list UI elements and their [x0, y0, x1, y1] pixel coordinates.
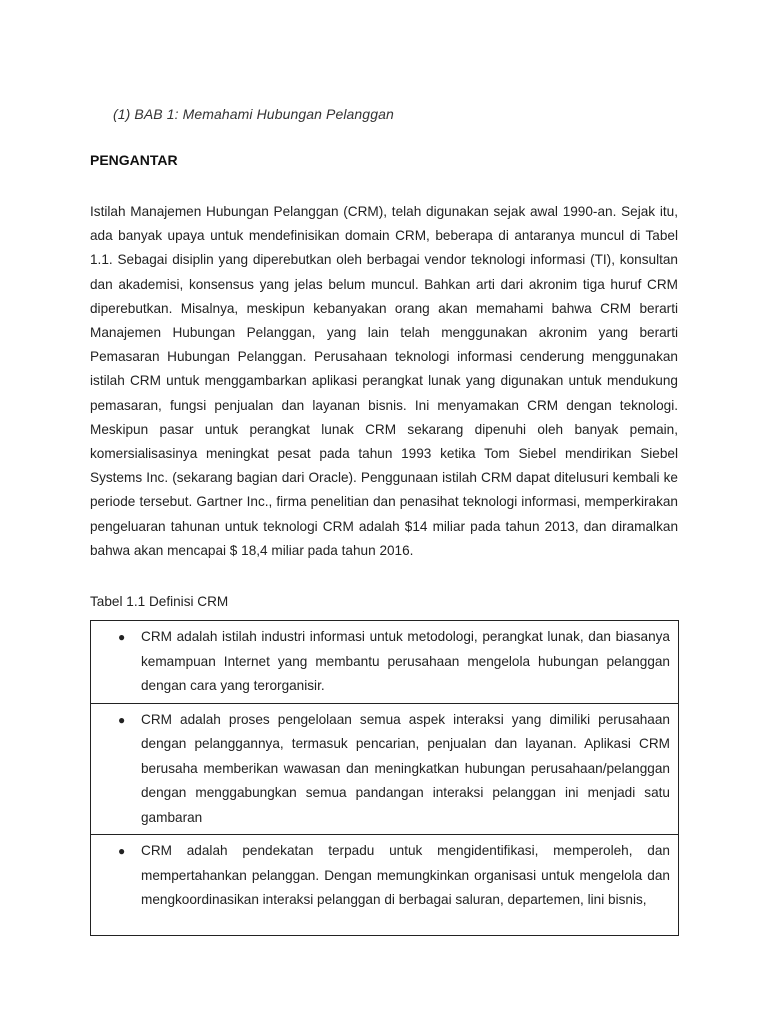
- table-cell: [91, 621, 679, 704]
- bullet-icon: ●: [118, 712, 126, 727]
- table-row: [91, 703, 679, 835]
- section-heading: PENGANTAR: [90, 152, 178, 168]
- bullet-icon: ●: [118, 630, 126, 644]
- table-cell: [91, 703, 679, 835]
- table-cell: [91, 835, 679, 936]
- table-row: [91, 835, 679, 936]
- definition-text: CRM adalah pendekatan terpadu untuk mengidentifikasi, memperoleh, dan mempertahankan pelanggan. Dengan memungkinkan organisasi untuk mengelola dan mengkoordinasikan interaksi pelanggan di berbagai saluran, departemen, lini bisnis,: [141, 843, 670, 907]
- table-row: [91, 621, 679, 704]
- chapter-title: (1) BAB 1: Memahami Hubungan Pelanggan: [113, 106, 394, 122]
- definition-text: CRM adalah proses pengelolaan semua aspek interaksi yang dimiliki perusahaan dengan pelanggannya, termasuk pencarian, penjualan dan layanan. Aplikasi CRM berusaha memberikan wawasan dan meningkatkan hubungan perusahaan/pelanggan dengan menggabungkan semua pandangan interaksi pelanggan ini menjadi satu gambaran: [141, 711, 670, 825]
- bullet-icon: ●: [118, 844, 126, 858]
- table-caption: Tabel 1.1 Definisi CRM: [90, 594, 229, 609]
- definition-table: [90, 620, 679, 936]
- definition-text: CRM adalah istilah industri informasi untuk metodologi, perangkat lunak, dan biasanya kemampuan Internet yang membantu perusahaan mengelola hubungan pelanggan dengan cara yang terorganisir.: [141, 629, 670, 693]
- intro-paragraph: Istilah Manajemen Hubungan Pelanggan (CRM), telah digunakan sejak awal 1990-an. Sejak itu, ada banyak upaya untuk mendefinisikan domain CRM, beberapa di antaranya muncul di Tabel 1.1. Sebagai disiplin yang diperebutkan oleh berbagai vendor teknologi informasi (TI), konsultan dan akademisi, konsensus yang jelas belum muncul. Bahkan arti dari akronim tiga huruf CRM diperebutkan. Misalnya, meskipun kebanyakan orang akan memahami bahwa CRM berarti Manajemen Hubungan Pelanggan, yang lain telah menggunakan akronim yang berarti Pemasaran Hubungan Pelanggan. Perusahaan teknologi informasi cenderung menggunakan istilah CRM untuk menggambarkan aplikasi perangkat lunak yang digunakan untuk mendukung pemasaran, fungsi penjualan dan layanan bisnis. Ini menyamakan CRM dengan teknologi. Meskipun pasar untuk perangkat lunak CRM sekarang dipenuhi oleh banyak pemain, komersialisasinya meningkat pesat pada tahun 1993 ketika Tom Siebel mendirikan Siebel Systems Inc. (sekarang bagian dari Oracle). Penggunaan istilah CRM dapat ditelusuri kembali ke periode tersebut. Gartner Inc., firma penelitian dan penasihat teknologi informasi, memperkirakan pengeluaran tahunan untuk teknologi CRM adalah $14 miliar pada tahun 2013, dan diramalkan bahwa akan mencapai $ 18,4 miliar pada tahun 2016.: [90, 204, 678, 558]
